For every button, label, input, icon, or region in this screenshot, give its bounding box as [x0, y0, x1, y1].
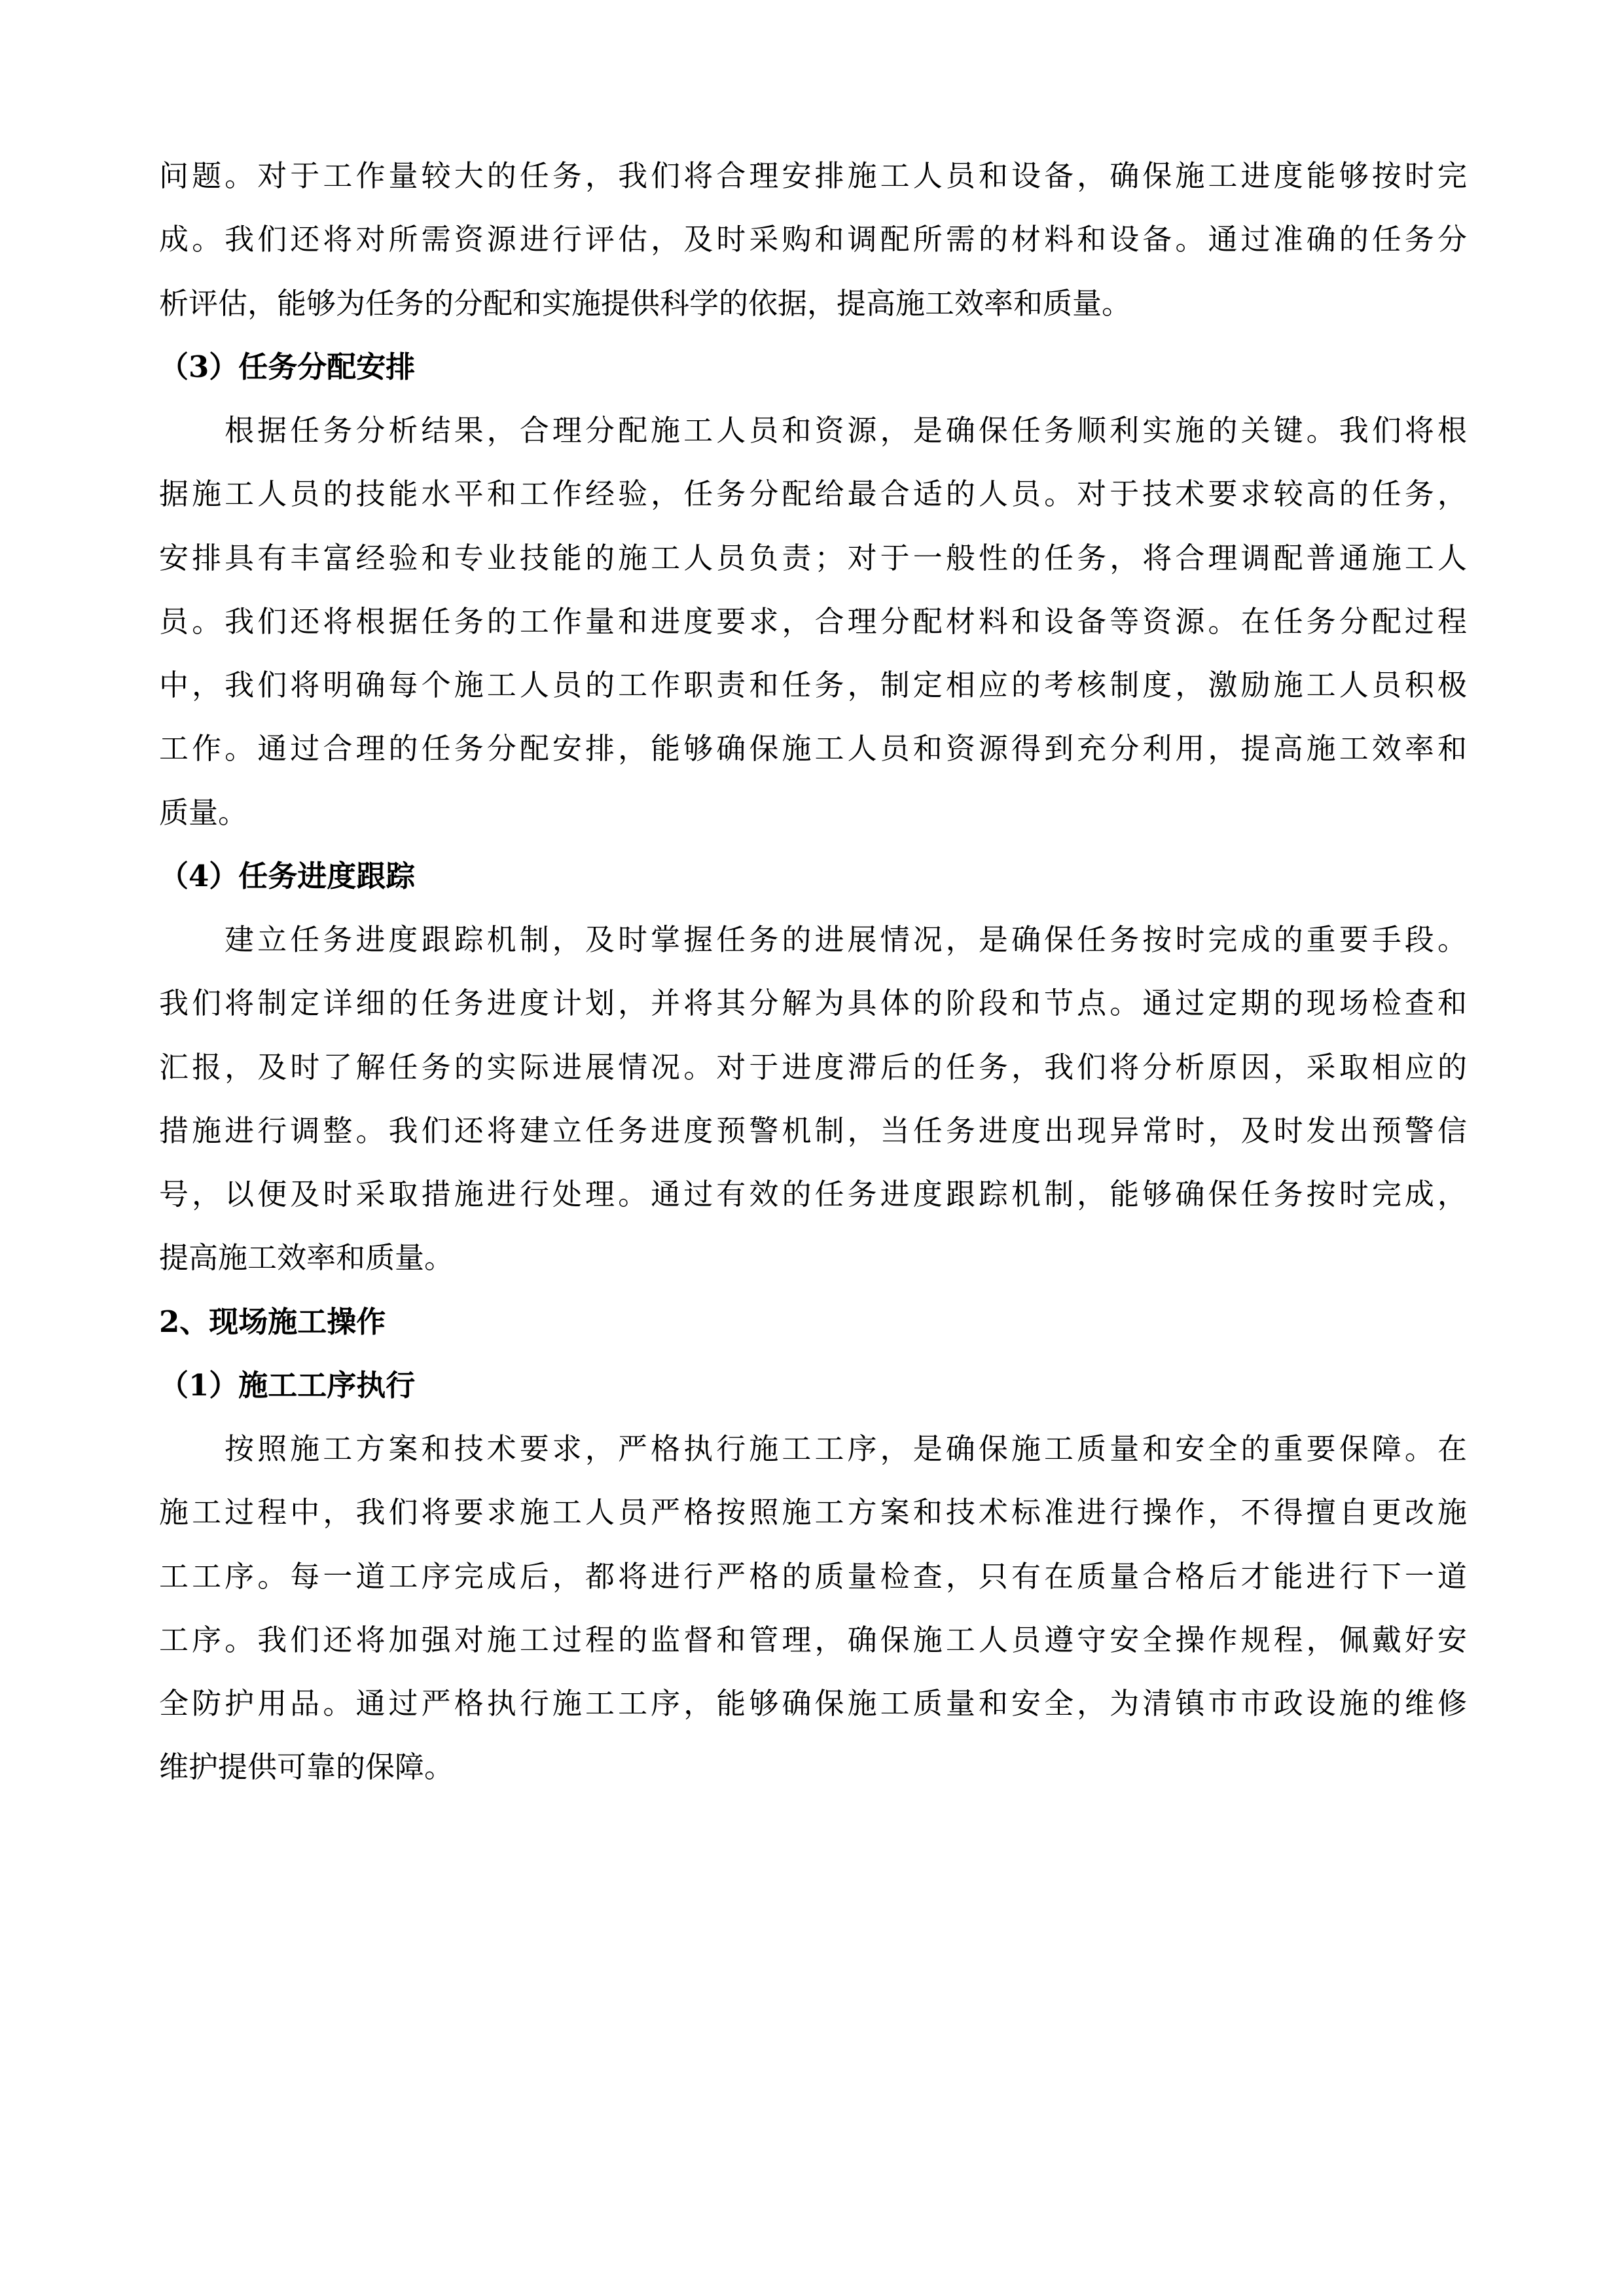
text-line: 安排具有丰富经验和专业技能的施工人员负责；对于一般性的任务，将合理调配普通施工人 — [159, 540, 1467, 575]
paragraph-task-analysis-continued — [159, 144, 1467, 335]
text-line: 工工序。每一道工序完成后，都将进行严格的质量检查，只有在质量合格后才能进行下一道 — [159, 1558, 1467, 1594]
text-line: 建立任务进度跟踪机制，及时掌握任务的进展情况，是确保任务按时完成的重要手段。 — [225, 922, 1467, 957]
text-line: 措施进行调整。我们还将建立任务进度预警机制，当任务进度出现异常时，及时发出预警信 — [159, 1113, 1467, 1148]
text-line: 汇报，及时了解任务的实际进展情况。对于进度滞后的任务，我们将分析原因，采取相应的 — [159, 1049, 1467, 1085]
text-line: 根据任务分析结果，合理分配施工人员和资源，是确保任务顺利实施的关键。我们将根 — [225, 413, 1467, 448]
text-line: 提高施工效率和质量。 — [159, 1240, 454, 1276]
text-line: 质量。 — [159, 795, 248, 830]
text-line: 工作。通过合理的任务分配安排，能够确保施工人员和资源得到充分利用，提高施工效率和 — [159, 731, 1467, 766]
text-line: 问题。对于工作量较大的任务，我们将合理安排施工人员和设备，确保施工进度能够按时完 — [159, 158, 1467, 193]
subheading-progress-tracking: （4）任务进度跟踪 — [159, 858, 416, 893]
text-line: 号，以便及时采取措施进行处理。通过有效的任务进度跟踪机制，能够确保任务按时完成， — [159, 1177, 1467, 1211]
text-line: 中，我们将明确每个施工人员的工作职责和任务，制定相应的考核制度，激励施工人员积极 — [159, 668, 1467, 702]
text-line: 据施工人员的技能水平和工作经验，任务分配给最合适的人员。对于技术要求较高的任务， — [159, 476, 1467, 512]
subheading-task-allocation: （3）任务分配安排 — [159, 349, 416, 384]
text-line: 维护提供可靠的保障。 — [159, 1749, 454, 1785]
text-line: 工序。我们还将加强对施工过程的监督和管理，确保施工人员遵守安全操作规程，佩戴好安 — [159, 1622, 1467, 1657]
text-line: 我们将制定详细的任务进度计划，并将其分解为具体的阶段和节点。通过定期的现场检查和 — [159, 986, 1467, 1021]
paragraph-process-execution — [159, 1417, 1467, 1799]
text-line: 全防护用品。通过严格执行施工工序，能够确保施工质量和安全，为清镇市市政设施的维修 — [159, 1686, 1467, 1721]
text-line: 员。我们还将根据任务的工作量和进度要求，合理分配材料和设备等资源。在任务分配过程 — [159, 603, 1467, 639]
paragraph-task-allocation — [159, 399, 1467, 844]
text-line: 析评估，能够为任务的分配和实施提供科学的依据，提高施工效率和质量。 — [159, 285, 1132, 321]
text-line: 按照施工方案和技术要求，严格执行施工工序，是确保施工质量和安全的重要保障。在 — [225, 1431, 1467, 1466]
paragraph-progress-tracking — [159, 908, 1467, 1290]
text-line: 施工过程中，我们将要求施工人员严格按照施工方案和技术标准进行操作，不得擅自更改施 — [159, 1495, 1467, 1530]
document-body — [159, 144, 1467, 1799]
subheading-process-execution: （1）施工工序执行 — [159, 1367, 416, 1403]
heading-onsite-construction: 2、现场施工操作 — [159, 1304, 386, 1339]
text-line: 成。我们还将对所需资源进行评估，及时采购和调配所需的材料和设备。通过准确的任务分 — [159, 222, 1467, 257]
